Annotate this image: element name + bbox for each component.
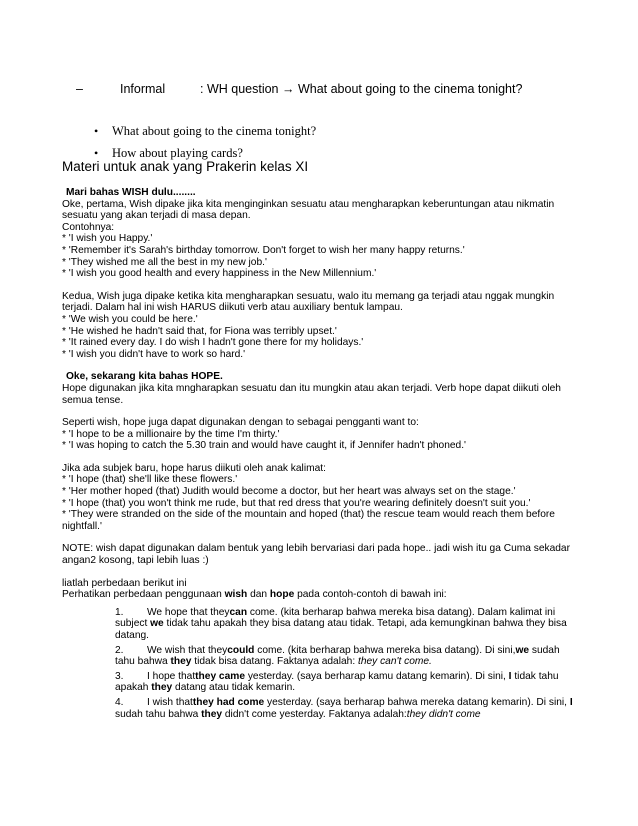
bullet-item: • How about playing cards? <box>94 146 316 168</box>
numbered-item: 3. I hope thatthey came yesterday. (saya berharap kamu datang kemarin). Di sini, I tidak tahu apakah they datang atau tidak kemarin. <box>115 670 559 694</box>
wish-example: * 'He wished he hadn't said that, for Fiona was terribly upset.' <box>62 325 337 337</box>
wish-example: * 'They wished me all the best in my new job.' <box>62 256 267 268</box>
hope-intro-3: Jika ada subjek baru, hope harus diikuti oleh anak kalimat: <box>62 462 326 474</box>
wish-title: Mari bahas WISH dulu........ <box>66 187 196 198</box>
wish-intro-2: Kedua, Wish juga dipake ketika kita mengharapkan sesuatu, walo itu memang ga terjadi atau nggak mungkin terjadi. Dalam hal ini wish HARUS diikuti verb atau auxiliary bentuk lampau. <box>62 290 555 314</box>
hope-example: * 'I hope (that) she'll like these flowers.' <box>62 474 238 486</box>
informal-label: Informal <box>120 82 166 96</box>
hope-example: * 'I hope to be a millionaire by the time I'm thirty.' <box>62 428 280 440</box>
dash-marker: – <box>76 82 83 96</box>
compare-line-1: liatlah perbedaan berikut ini <box>62 577 187 589</box>
bullet-item: • What about going to the cinema tonight? <box>94 124 316 146</box>
hope-intro-1: Hope digunakan jika kita mngharapkan sesuatu dan itu mungkin atau akan terjadi. Verb hope dapat diikuti oleh semua tense. <box>62 382 561 406</box>
wish-example: * 'Remember it's Sarah's birthday tomorrow. Don't forget to wish her many happy returns.' <box>62 244 465 256</box>
wish-example: * 'It rained every day. I do wish I hadn't gone there for my holidays.' <box>62 337 364 349</box>
wish-example: * 'I wish you didn't have to work so hard.' <box>62 348 246 360</box>
numbered-item: 1. We hope that theycan come. (kita berharap bahwa mereka bisa datang). Dalam kalimat ini subject we tidak tahu apakah they bisa datang atau tidak. Tetapi, ada kemungkinan bahwa they bisa datang. <box>115 606 567 641</box>
compare-line-2: Perhatikan perbedaan penggunaan wish dan hope pada contoh-contoh di bawah ini: <box>62 589 447 601</box>
hope-example: * 'They were stranded on the side of the mountain and hoped (that) the rescue team would reach them before nightfall.' <box>62 509 555 532</box>
informal-description: : WH question → What about going to the cinema tonight? <box>200 82 523 96</box>
note-paragraph: NOTE: wish dapat digunakan dalam bentuk yang lebih bervariasi dari pada hope.. jadi wish itu ga Cuma sekadar angan2 kosong, tapi lebih luas :) <box>62 543 570 567</box>
wish-example: * 'We wish you could be here.' <box>62 313 198 325</box>
numbered-item: 4. I wish thatthey had come yesterday. (saya berharap bahwa mereka datang kemarin). Di sini, I sudah tahu bahwa they didn't come yesterday. Faktanya adalah:they didn't come <box>115 696 573 720</box>
numbered-list <box>62 607 582 720</box>
hope-intro-2: Seperti wish, hope juga dapat digunakan dengan to sebagai pengganti want to: <box>62 417 419 429</box>
page-heading: Materi untuk anak yang Prakerin kelas XI <box>62 159 309 174</box>
hope-example: * 'Her mother hoped (that) Judith would become a doctor, but her heart was always set on the stage.' <box>62 486 516 498</box>
hope-title: Oke, sekarang kita bahas HOPE. <box>66 371 223 383</box>
wish-example: * 'I wish you Happy.' <box>62 233 153 245</box>
hope-example: * 'I was hoping to catch the 5.30 train and would have caught it, if Jennifer hadn't phoned.' <box>62 440 466 452</box>
body-text <box>62 187 582 723</box>
numbered-item: 2. We wish that theycould come. (kita berharap bahwa mereka bisa datang). Di sini,we sudah tahu bahwa they tidak bisa datang. Faktanya adalah: they can't come. <box>115 644 560 668</box>
wish-intro-1: Oke, pertama, Wish dipake jika kita menginginkan sesuatu atau mengharapkan keberuntungan atau nikmatin sesuatu yang akan terjadi di masa depan. <box>62 198 555 222</box>
hope-example: * 'I hope (that) you won't think me rude, but that red dress that you're wearing definitely doesn't suit you.' <box>62 497 531 509</box>
wish-contoh-label: Contohnya: <box>62 221 115 233</box>
wish-example: * 'I wish you good health and every happiness in the New Millennium.' <box>62 268 377 280</box>
